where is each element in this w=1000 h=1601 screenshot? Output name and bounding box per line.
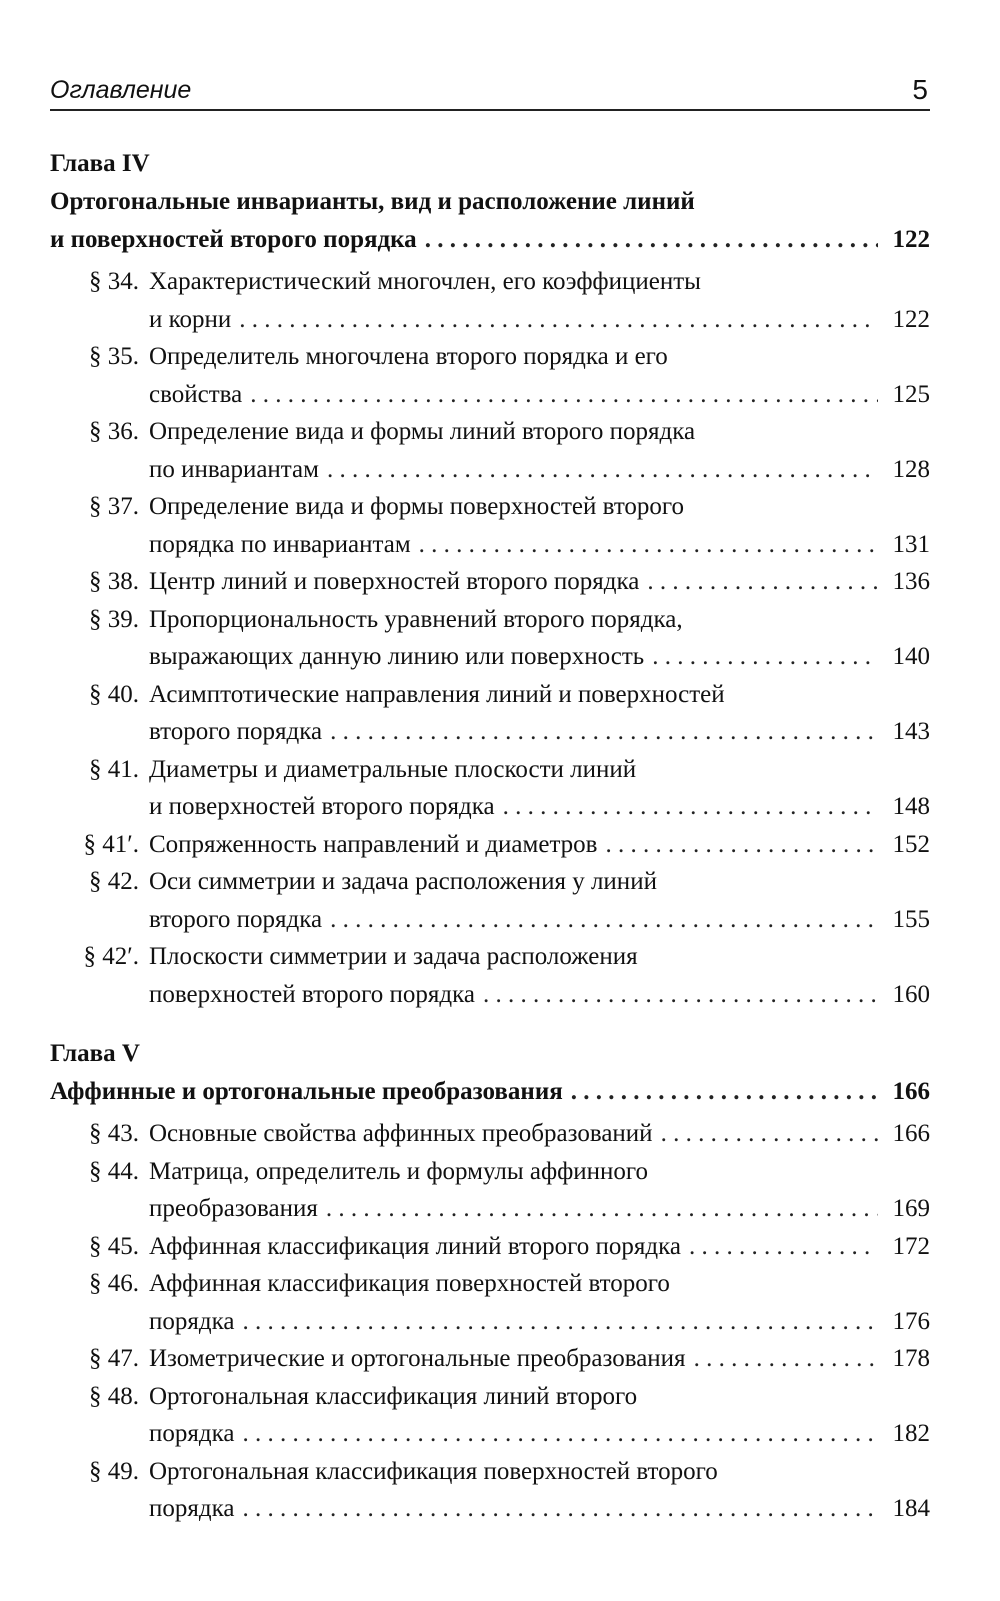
toc-entry-45[interactable] bbox=[50, 1228, 930, 1266]
toc-entry-35[interactable] bbox=[50, 338, 930, 413]
toc-entry-34[interactable] bbox=[50, 263, 930, 338]
dot-leader bbox=[327, 451, 878, 489]
section-number: § 38. bbox=[89, 568, 139, 595]
section-title: второго порядка bbox=[149, 905, 323, 933]
dot-leader bbox=[689, 1228, 878, 1266]
chapter-title-line: Аффинные и ортогональные преобразования bbox=[50, 1078, 563, 1105]
section-number: § 43. bbox=[89, 1120, 139, 1147]
chapter-title[interactable] bbox=[50, 1073, 930, 1111]
toc-entry-46[interactable] bbox=[50, 1265, 930, 1340]
section-page: 160 bbox=[892, 980, 930, 1008]
toc-entry-40[interactable] bbox=[50, 676, 930, 751]
section-title: Определение вида и формы поверхностей второго bbox=[149, 493, 685, 520]
section-number: § 45. bbox=[89, 1232, 139, 1260]
section-number: § 39. bbox=[89, 605, 139, 633]
section-title: Определитель многочлена второго порядка и его bbox=[149, 343, 668, 370]
section-title: поверхностей второго порядка bbox=[149, 980, 476, 1008]
running-title: Оглавление bbox=[50, 76, 192, 104]
section-title: и корни bbox=[149, 305, 232, 333]
dot-leader bbox=[242, 1303, 878, 1341]
dot-leader bbox=[605, 826, 878, 864]
chapter-4 bbox=[50, 145, 930, 1013]
section-title: Центр линий и поверхностей второго порядка bbox=[149, 568, 640, 595]
section-title: свойства bbox=[149, 380, 243, 408]
page-number: 5 bbox=[912, 74, 928, 105]
section-number: § 37. bbox=[89, 493, 139, 520]
section-page: 148 bbox=[892, 793, 930, 820]
section-number: § 35. bbox=[89, 343, 139, 370]
chapter-label: Глава IV bbox=[50, 150, 150, 177]
dot-leader bbox=[242, 1490, 878, 1528]
section-title: Матрица, определитель и формулы аффинного bbox=[149, 1157, 649, 1185]
section-page: 136 bbox=[892, 568, 930, 595]
chapter-title-line: Ортогональные инварианты, вид и расположение линий bbox=[50, 188, 695, 215]
section-page: 140 bbox=[892, 643, 930, 670]
section-title: Определение вида и формы линий второго порядка bbox=[149, 418, 696, 445]
dot-leader bbox=[326, 1190, 878, 1228]
section-title: Пропорциональность уравнений второго порядка, bbox=[149, 605, 683, 633]
dot-leader bbox=[483, 976, 878, 1014]
section-title: порядка bbox=[149, 1307, 235, 1335]
section-page: 172 bbox=[892, 1232, 930, 1260]
chapter-page: 166 bbox=[892, 1078, 930, 1105]
section-number: § 44. bbox=[89, 1157, 139, 1185]
chapter-5 bbox=[50, 1035, 930, 1528]
dot-leader bbox=[242, 1415, 878, 1453]
toc-entry-44[interactable] bbox=[50, 1153, 930, 1228]
section-title: второго порядка bbox=[149, 718, 323, 745]
section-page: 125 bbox=[892, 380, 930, 408]
dot-leader bbox=[652, 638, 878, 676]
section-number: § 41′. bbox=[83, 830, 139, 858]
dot-leader bbox=[330, 713, 878, 751]
section-title: порядка по инвариантам bbox=[149, 530, 411, 558]
dot-leader bbox=[571, 1073, 878, 1111]
dot-leader bbox=[661, 1115, 878, 1153]
section-page: 122 bbox=[892, 305, 930, 333]
section-page: 128 bbox=[892, 455, 930, 483]
dot-leader bbox=[694, 1340, 878, 1378]
toc-entry-37[interactable] bbox=[50, 488, 930, 563]
section-number: § 47. bbox=[89, 1345, 139, 1372]
section-page: 182 bbox=[892, 1420, 930, 1447]
section-title: Аффинная классификация линий второго порядка bbox=[149, 1232, 681, 1260]
toc-entry-43[interactable] bbox=[50, 1115, 930, 1153]
section-page: 184 bbox=[892, 1495, 930, 1522]
toc-entry-47[interactable] bbox=[50, 1340, 930, 1378]
section-number: § 36. bbox=[89, 418, 139, 445]
section-page: 155 bbox=[892, 905, 930, 933]
section-title: Сопряженность направлений и диаметров bbox=[149, 830, 598, 858]
section-list bbox=[50, 263, 930, 1013]
section-title: Основные свойства аффинных преобразований bbox=[149, 1120, 653, 1147]
section-page: 143 bbox=[892, 718, 930, 745]
dot-leader bbox=[250, 376, 878, 414]
toc-entry-42[interactable] bbox=[50, 863, 930, 938]
section-page: 131 bbox=[892, 530, 930, 558]
toc-entry-41-prime[interactable] bbox=[50, 826, 930, 864]
section-title: Аффинная классификация поверхностей второго bbox=[149, 1270, 670, 1297]
section-title: порядка bbox=[149, 1495, 235, 1522]
toc-entry-48[interactable] bbox=[50, 1378, 930, 1453]
running-header bbox=[50, 55, 930, 111]
toc-entry-42-prime[interactable] bbox=[50, 938, 930, 1013]
section-title: Асимптотические направления линий и поверхностей bbox=[149, 680, 725, 708]
dot-leader bbox=[419, 526, 878, 564]
section-number: § 40. bbox=[89, 680, 139, 708]
section-page: 176 bbox=[892, 1307, 930, 1335]
section-title: Диаметры и диаметральные плоскости линий bbox=[149, 755, 637, 783]
chapter-page: 122 bbox=[892, 226, 930, 253]
dot-leader bbox=[503, 788, 878, 826]
section-number: § 49. bbox=[89, 1457, 139, 1485]
section-title: Ортогональная классификация линий второго bbox=[149, 1382, 638, 1410]
section-title: преобразования bbox=[149, 1195, 318, 1222]
section-number: § 42′. bbox=[83, 943, 139, 970]
section-number: § 46. bbox=[89, 1270, 139, 1297]
section-title: выражающих данную линию или поверхность bbox=[149, 643, 645, 670]
section-page: 169 bbox=[892, 1195, 930, 1222]
section-number: § 42. bbox=[89, 868, 139, 895]
section-page: 152 bbox=[892, 830, 930, 858]
toc-entry-49[interactable] bbox=[50, 1453, 930, 1528]
dot-leader bbox=[647, 563, 878, 601]
section-title: по инвариантам bbox=[149, 455, 319, 483]
section-number: § 41. bbox=[89, 755, 139, 783]
section-title: порядка bbox=[149, 1420, 235, 1447]
section-title: Оси симметрии и задача расположения у линий bbox=[149, 868, 657, 895]
chapter-title[interactable] bbox=[50, 183, 930, 259]
toc-entry-38[interactable] bbox=[50, 563, 930, 601]
toc-entry-39[interactable] bbox=[50, 601, 930, 676]
section-number: § 48. bbox=[89, 1382, 139, 1410]
section-page: 178 bbox=[892, 1345, 930, 1372]
dot-leader bbox=[425, 221, 878, 259]
chapter-title-line: и поверхностей второго порядка bbox=[50, 226, 417, 253]
section-title: Изометрические и ортогональные преобразования bbox=[149, 1345, 686, 1372]
toc-entry-36[interactable] bbox=[50, 413, 930, 488]
dot-leader bbox=[239, 301, 878, 339]
section-number: § 34. bbox=[89, 268, 139, 295]
section-list bbox=[50, 1115, 930, 1528]
section-title: Ортогональная классификация поверхностей второго bbox=[149, 1457, 718, 1485]
dot-leader bbox=[330, 901, 878, 939]
section-title: Плоскости симметрии и задача расположения bbox=[149, 943, 638, 970]
document-page bbox=[50, 55, 930, 1528]
section-title: Характеристический многочлен, его коэффициенты bbox=[149, 268, 701, 295]
section-title: и поверхностей второго порядка bbox=[149, 793, 495, 820]
chapter-label: Глава V bbox=[50, 1040, 140, 1067]
toc-entry-41[interactable] bbox=[50, 751, 930, 826]
section-page: 166 bbox=[892, 1120, 930, 1147]
